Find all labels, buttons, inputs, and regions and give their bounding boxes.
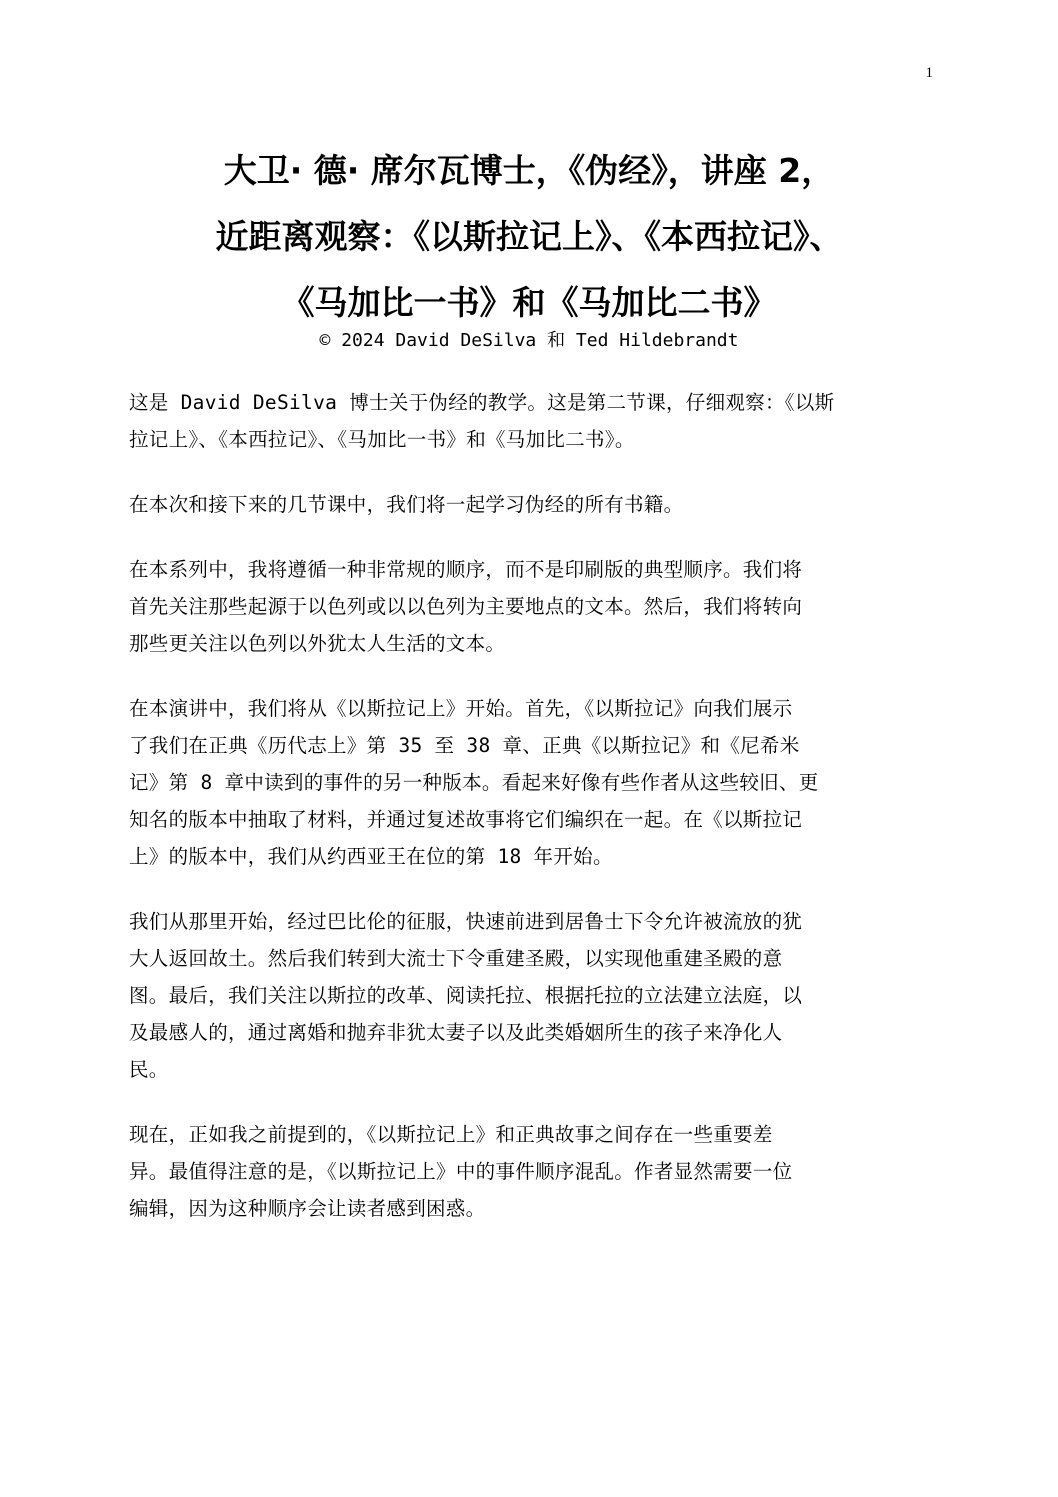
title-block: [100, 138, 958, 356]
paragraph-series-scope: [129, 486, 929, 523]
text-line: 拉记上》、《本西拉记》、《马加比一书》和《马加比二书》。: [129, 428, 635, 451]
paragraph-differences: [129, 1116, 929, 1227]
text-line: 我们从那里开始，经过巴比伦的征服，快速前进到居鲁士下令允许被流放的犹: [129, 910, 803, 933]
text-line: 及最感人的，通过离婚和抛弃非犹太妻子以及此类婚姻所生的孩子来净化人: [129, 1021, 783, 1044]
title-line-3: 《马加比一书》和《马加比二书》: [281, 283, 777, 322]
text-line: 大人返回故土。然后我们转到大流士下令重建圣殿，以实现他重建圣殿的意: [129, 947, 783, 970]
page-number: 1: [925, 65, 933, 81]
text-line: 记》第 8 章中读到的事件的另一种版本。看起来好像有些作者从这些较旧、更: [129, 771, 819, 794]
copyright-line: © 2024 David DeSilva 和 Ted Hildebrandt: [319, 330, 739, 351]
paragraph-narrative-summary: [129, 903, 929, 1088]
text-line: 首先关注那些起源于以色列或以以色列为主要地点的文本。然后，我们将转向: [129, 595, 803, 618]
text-line: 这是 David DeSilva 博士关于伪经的教学。这是第二节课，仔细观察：《以斯: [129, 391, 835, 414]
text-line: 异。最值得注意的是，《以斯拉记上》中的事件顺序混乱。作者显然需要一位: [129, 1160, 793, 1183]
title-line-2: 近距离观察：《以斯拉记上》、《本西拉记》、: [215, 217, 843, 256]
text-line: 现在，正如我之前提到的，《以斯拉记上》和正典故事之间存在一些重要差: [129, 1123, 773, 1146]
text-line: 图。最后，我们关注以斯拉的改革、阅读托拉、根据托拉的立法建立法庭，以: [129, 984, 803, 1007]
text-line: 在本系列中，我将遵循一种非常规的顺序，而不是印刷版的典型顺序。我们将: [129, 558, 803, 581]
body-text: [129, 384, 929, 1255]
title-line-1: 大卫· 德· 席尔瓦博士，《伪经》，讲座 2，: [223, 151, 835, 190]
text-line: 那些更关注以色列以外犹太人生活的文本。: [129, 632, 506, 655]
text-line: 知名的版本中抽取了材料，并通过复述故事将它们编织在一起。在《以斯拉记: [129, 808, 803, 831]
text-line: 编辑，因为这种顺序会让读者感到困惑。: [129, 1197, 486, 1220]
text-line: 上》的版本中，我们从约西亚王在位的第 18 年开始。: [129, 845, 613, 868]
text-line: 在本次和接下来的几节课中，我们将一起学习伪经的所有书籍。: [129, 493, 684, 516]
paragraph-ordering: [129, 551, 929, 662]
paragraph-1-esdras-intro: [129, 690, 929, 875]
text-line: 民。: [129, 1058, 169, 1081]
text-line: 了我们在正典《历代志上》第 35 至 38 章、正典《以斯拉记》和《尼希米: [129, 734, 800, 757]
paragraph-intro: [129, 384, 929, 458]
text-line: 在本演讲中，我们将从《以斯拉记上》开始。首先，《以斯拉记》向我们展示: [129, 697, 793, 720]
